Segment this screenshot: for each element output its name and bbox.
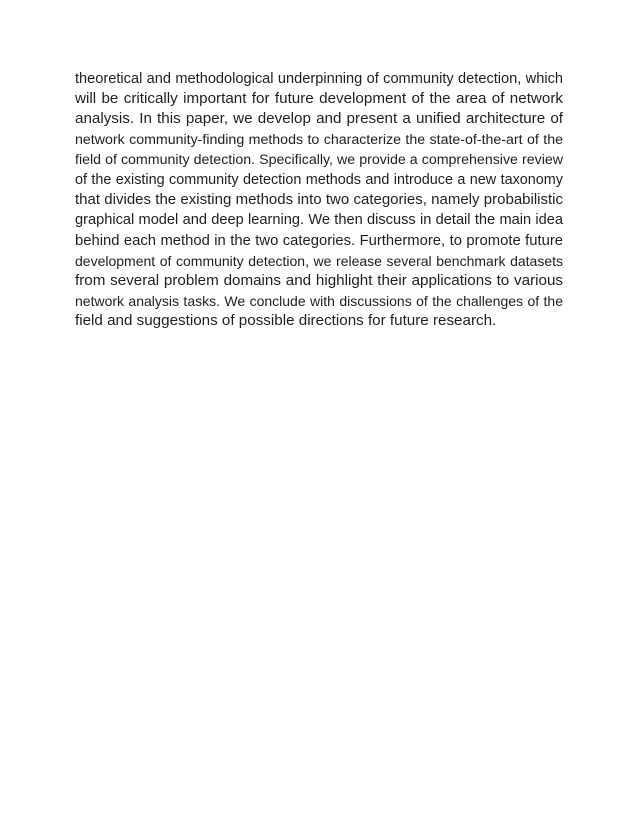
paragraph-line: from several problem domains and highlight their applications to various (75, 272, 563, 290)
paragraph-line: behind each method in the two categories. Furthermore, to promote future (75, 232, 563, 249)
paragraph-line: analysis. In this paper, we develop and present a unified architecture of (75, 110, 563, 128)
paragraph-line: that divides the existing methods into two categories, namely probabilistic (75, 191, 563, 209)
paragraph-line: network analysis tasks. We conclude with discussions of the challenges of the (75, 293, 563, 310)
paragraph-line: of the existing community detection methods and introduce a new taxonomy (75, 172, 563, 189)
paragraph-line: field of community detection. Specifically, we provide a comprehensive review (75, 151, 563, 168)
paragraph-line: theoretical and methodological underpinning of community detection, which (75, 71, 563, 87)
paragraph-line: development of community detection, we release several benchmark datasets (75, 252, 563, 269)
paragraph-line: will be critically important for future development of the area of network (75, 90, 563, 108)
abstract-paragraph (75, 69, 563, 332)
paragraph-line-last: field and suggestions of possible directions for future research. (75, 312, 497, 330)
paragraph-line: network community-finding methods to characterize the state-of-the-art of the (75, 131, 563, 148)
paragraph-line: graphical model and deep learning. We then discuss in detail the main idea (75, 212, 563, 229)
